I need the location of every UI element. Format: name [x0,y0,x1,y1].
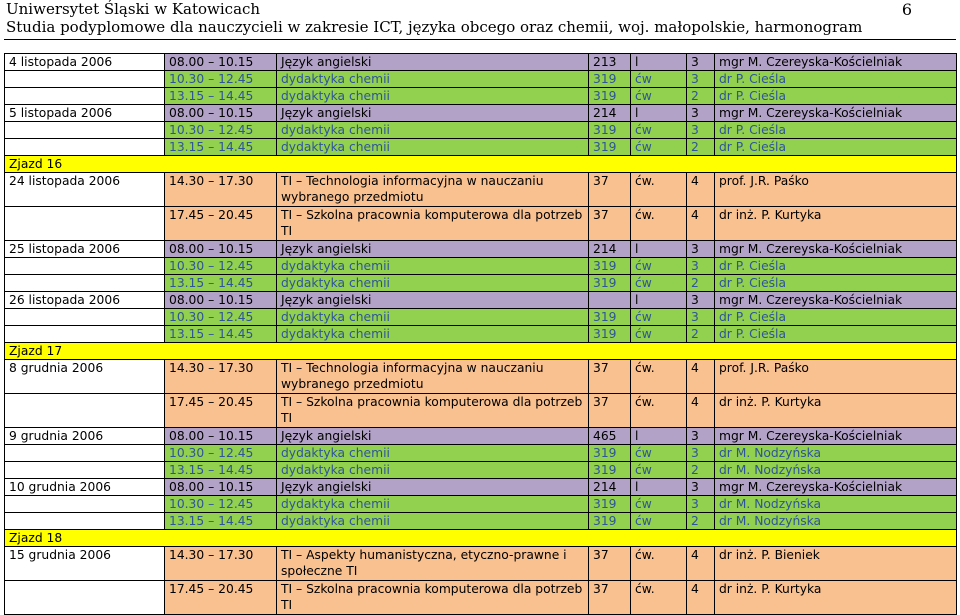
hours-cell: 4 [687,394,715,428]
hours-cell: 3 [687,71,715,88]
schedule-row [5,275,957,292]
hours-cell: 2 [687,513,715,530]
time-cell: 14.30 – 17.30 [165,173,277,207]
teacher-cell: dr M. Nodzyńska [715,445,957,462]
form-cell: ćw. [631,173,687,207]
hours-cell: 3 [687,105,715,122]
subject-cell: TI – Szkolna pracownia komputerowa dla potrzeb TI [277,581,589,615]
hours-cell: 2 [687,326,715,343]
subject-cell: Język angielski [277,428,589,445]
hours-cell: 2 [687,462,715,479]
room-cell: 319 [589,496,631,513]
schedule-row [5,241,957,258]
time-cell: 10.30 – 12.45 [165,445,277,462]
teacher-cell: dr inż. P. Kurtyka [715,394,957,428]
schedule-row [5,326,957,343]
date-cell: 9 grudnia 2006 [5,428,165,445]
teacher-cell: mgr M. Czereyska-Kościelniak [715,479,957,496]
hours-cell: 3 [687,309,715,326]
teacher-cell: dr P. Cieśla [715,122,957,139]
form-cell: ćw. [631,360,687,394]
form-cell: ćw [631,122,687,139]
room-cell: 37 [589,173,631,207]
teacher-cell: mgr M. Czereyska-Kościelniak [715,105,957,122]
form-cell: ćw [631,71,687,88]
schedule-row [5,88,957,105]
subject-cell: Język angielski [277,54,589,71]
date-cell: 15 grudnia 2006 [5,547,165,581]
form-cell: ćw [631,445,687,462]
subject-cell: Język angielski [277,241,589,258]
time-cell: 14.30 – 17.30 [165,547,277,581]
schedule-row [5,309,957,326]
subject-cell: dydaktyka chemii [277,496,589,513]
date-cell: 8 grudnia 2006 [5,360,165,394]
time-cell: 08.00 – 10.15 [165,105,277,122]
room-cell: 37 [589,207,631,241]
teacher-cell: mgr M. Czereyska-Kościelniak [715,241,957,258]
room-cell: 319 [589,275,631,292]
hours-cell: 3 [687,292,715,309]
time-cell: 13.15 – 14.45 [165,275,277,292]
room-cell: 214 [589,479,631,496]
room-cell: 319 [589,139,631,156]
subject-cell: TI – Szkolna pracownia komputerowa dla potrzeb TI [277,207,589,241]
form-cell: l [631,105,687,122]
form-cell: ćw. [631,394,687,428]
date-cell [5,326,165,343]
subject-cell: dydaktyka chemii [277,326,589,343]
time-cell: 14.30 – 17.30 [165,360,277,394]
time-cell: 13.15 – 14.45 [165,139,277,156]
date-cell: 10 grudnia 2006 [5,479,165,496]
form-cell: ćw [631,326,687,343]
hours-cell: 4 [687,547,715,581]
form-cell: ćw [631,258,687,275]
subject-cell: dydaktyka chemii [277,71,589,88]
date-cell [5,462,165,479]
hours-cell: 3 [687,479,715,496]
form-cell: ćw [631,513,687,530]
schedule-row [5,394,957,428]
schedule-row [5,496,957,513]
hours-cell: 3 [687,54,715,71]
session-header-row [5,343,957,360]
date-cell [5,275,165,292]
teacher-cell: dr M. Nodzyńska [715,513,957,530]
schedule-row [5,462,957,479]
hours-cell: 3 [687,258,715,275]
room-cell: 465 [589,428,631,445]
schedule-row [5,139,957,156]
teacher-cell: dr M. Nodzyńska [715,462,957,479]
schedule-row [5,445,957,462]
room-cell: 319 [589,513,631,530]
room-cell: 37 [589,581,631,615]
form-cell: ćw. [631,581,687,615]
subject-cell: dydaktyka chemii [277,445,589,462]
date-cell [5,581,165,615]
header-divider [4,39,956,40]
teacher-cell: dr P. Cieśla [715,275,957,292]
form-cell: l [631,54,687,71]
time-cell: 10.30 – 12.45 [165,309,277,326]
form-cell: l [631,241,687,258]
time-cell: 10.30 – 12.45 [165,496,277,513]
schedule-row [5,207,957,241]
date-cell [5,139,165,156]
schedule-row [5,258,957,275]
hours-cell: 3 [687,445,715,462]
teacher-cell: prof. J.R. Paśko [715,173,957,207]
hours-cell: 3 [687,428,715,445]
session-label: Zjazd 17 [5,343,957,360]
document-subtitle: Studia podyplomowe dla nauczycieli w zakresie ICT, języka obcego oraz chemii, woj. małopolskie, harmonogram [6,18,863,36]
hours-cell: 3 [687,241,715,258]
teacher-cell: mgr M. Czereyska-Kościelniak [715,54,957,71]
subject-cell: Język angielski [277,479,589,496]
hours-cell: 4 [687,581,715,615]
subject-cell: TI – Aspekty humanistyczna, etyczno-prawne i społeczne TI [277,547,589,581]
date-cell [5,71,165,88]
hours-cell: 3 [687,122,715,139]
time-cell: 13.15 – 14.45 [165,513,277,530]
room-cell: 214 [589,105,631,122]
date-cell [5,207,165,241]
form-cell: l [631,292,687,309]
schedule-row [5,173,957,207]
teacher-cell: mgr M. Czereyska-Kościelniak [715,428,957,445]
hours-cell: 2 [687,88,715,105]
form-cell: l [631,428,687,445]
subject-cell: dydaktyka chemii [277,462,589,479]
schedule-row [5,105,957,122]
subject-cell: dydaktyka chemii [277,513,589,530]
date-cell [5,496,165,513]
schedule-row [5,547,957,581]
room-cell: 37 [589,360,631,394]
time-cell: 17.45 – 20.45 [165,207,277,241]
subject-cell: dydaktyka chemii [277,88,589,105]
teacher-cell: dr P. Cieśla [715,258,957,275]
room-cell: 319 [589,445,631,462]
form-cell: ćw [631,139,687,156]
schedule-row [5,360,957,394]
room-cell: 37 [589,394,631,428]
schedule-row [5,513,957,530]
subject-cell: TI – Szkolna pracownia komputerowa dla potrzeb TI [277,394,589,428]
teacher-cell: dr inż. P. Kurtyka [715,581,957,615]
hours-cell: 2 [687,275,715,292]
schedule-row [5,479,957,496]
subject-cell: dydaktyka chemii [277,122,589,139]
time-cell: 17.45 – 20.45 [165,394,277,428]
form-cell: ćw. [631,547,687,581]
session-label: Zjazd 16 [5,156,957,173]
form-cell: l [631,479,687,496]
subject-cell: TI – Technologia informacyjna w nauczaniu wybranego przedmiotu [277,173,589,207]
form-cell: ćw [631,309,687,326]
subject-cell: Język angielski [277,105,589,122]
room-cell: 214 [589,241,631,258]
room-cell: 319 [589,71,631,88]
session-header-row [5,530,957,547]
hours-cell: 4 [687,173,715,207]
schedule-row [5,581,957,615]
teacher-cell: dr P. Cieśla [715,88,957,105]
room-cell: 319 [589,309,631,326]
time-cell: 10.30 – 12.45 [165,122,277,139]
date-cell: 25 listopada 2006 [5,241,165,258]
document-header [6,0,862,36]
subject-cell: dydaktyka chemii [277,309,589,326]
time-cell: 08.00 – 10.15 [165,241,277,258]
date-cell [5,309,165,326]
time-cell: 10.30 – 12.45 [165,258,277,275]
room-cell: 319 [589,122,631,139]
time-cell: 13.15 – 14.45 [165,88,277,105]
form-cell: ćw [631,462,687,479]
time-cell: 17.45 – 20.45 [165,581,277,615]
time-cell: 13.15 – 14.45 [165,326,277,343]
form-cell: ćw. [631,207,687,241]
teacher-cell: dr P. Cieśla [715,326,957,343]
room-cell: 213 [589,54,631,71]
date-cell [5,122,165,139]
room-cell: 319 [589,462,631,479]
teacher-cell: dr P. Cieśla [715,139,957,156]
session-label: Zjazd 18 [5,530,957,547]
teacher-cell: prof. J.R. Paśko [715,360,957,394]
date-cell [5,445,165,462]
room-cell: 37 [589,547,631,581]
time-cell: 08.00 – 10.15 [165,292,277,309]
room-cell: 319 [589,88,631,105]
hours-cell: 4 [687,207,715,241]
form-cell: ćw [631,88,687,105]
teacher-cell: dr P. Cieśla [715,309,957,326]
teacher-cell: mgr M. Czereyska-Kościelniak [715,292,957,309]
hours-cell: 4 [687,360,715,394]
date-cell [5,513,165,530]
time-cell: 13.15 – 14.45 [165,462,277,479]
schedule-row [5,292,957,309]
session-header-row [5,156,957,173]
form-cell: ćw [631,496,687,513]
hours-cell: 3 [687,496,715,513]
date-cell [5,88,165,105]
teacher-cell: dr P. Cieśla [715,71,957,88]
date-cell [5,258,165,275]
time-cell: 10.30 – 12.45 [165,71,277,88]
room-cell: 319 [589,258,631,275]
schedule-row [5,122,957,139]
teacher-cell: dr M. Nodzyńska [715,496,957,513]
teacher-cell: dr inż. P. Kurtyka [715,207,957,241]
room-cell: 319 [589,326,631,343]
time-cell: 08.00 – 10.15 [165,428,277,445]
subject-cell: Język angielski [277,292,589,309]
subject-cell: dydaktyka chemii [277,139,589,156]
date-cell: 5 listopada 2006 [5,105,165,122]
date-cell [5,394,165,428]
time-cell: 08.00 – 10.15 [165,479,277,496]
subject-cell: TI – Technologia informacyjna w nauczaniu wybranego przedmiotu [277,360,589,394]
teacher-cell: dr inż. P. Bieniek [715,547,957,581]
date-cell: 26 listopada 2006 [5,292,165,309]
schedule-row [5,54,957,71]
page-number: 6 [901,0,912,19]
date-cell: 24 listopada 2006 [5,173,165,207]
form-cell: ćw [631,275,687,292]
schedule-row [5,71,957,88]
subject-cell: dydaktyka chemii [277,275,589,292]
schedule-table [4,53,957,615]
schedule-row [5,428,957,445]
room-cell [589,292,631,309]
date-cell: 4 listopada 2006 [5,54,165,71]
subject-cell: dydaktyka chemii [277,258,589,275]
hours-cell: 2 [687,139,715,156]
time-cell: 08.00 – 10.15 [165,54,277,71]
university-name: Uniwersytet Śląski w Katowicach [6,0,261,18]
